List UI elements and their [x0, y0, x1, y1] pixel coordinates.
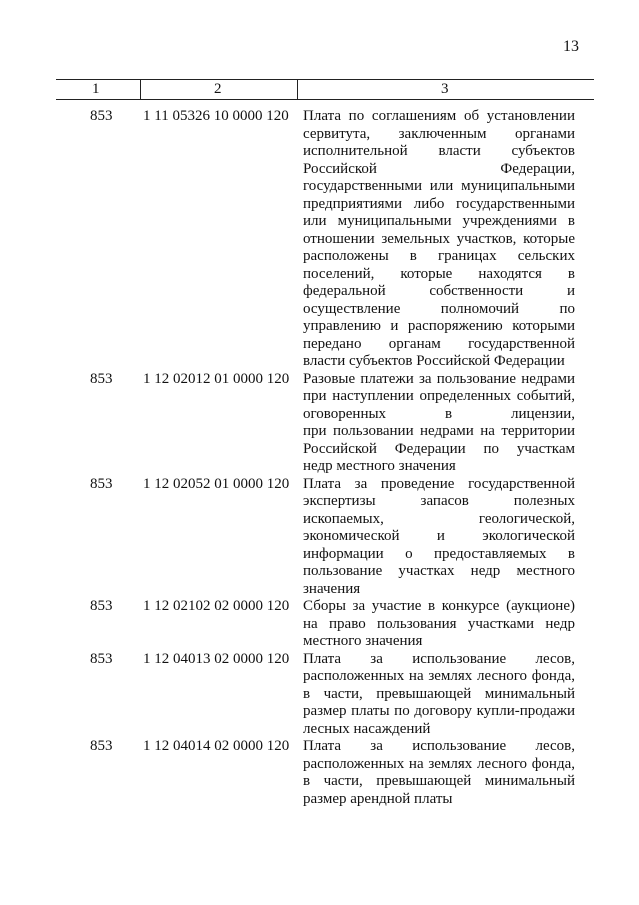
description-line: информации о предоставляемых в	[303, 545, 575, 562]
header-top-border	[56, 79, 594, 80]
description-line: Плата за использование лесов,	[303, 650, 575, 667]
budget-classification-code: 1 11 05326 10 0000 120	[143, 108, 289, 124]
income-description	[303, 598, 575, 651]
page-number: 13	[563, 38, 579, 55]
description-line: оговоренных в лицензии,	[303, 405, 575, 422]
description-line: осуществление полномочий по	[303, 300, 575, 317]
description-line: на право пользования участками недр	[303, 615, 575, 632]
description-line: размер арендной платы	[303, 790, 453, 807]
income-description	[303, 371, 575, 476]
description-line: лесных насаждений	[303, 720, 431, 737]
description-line: Сборы за участие в конкурсе (аукционе)	[303, 598, 575, 614]
budget-classification-code: 1 12 02012 01 0000 120	[143, 370, 290, 387]
header-col-3: 3	[441, 81, 449, 97]
description-line: Российской Федерации по участкам	[303, 440, 575, 457]
description-line: расположенных на землях лесного фонда,	[303, 668, 575, 684]
description-line: власти субъектов Российской Федерации	[303, 353, 565, 369]
admin-code: 853	[90, 370, 113, 387]
description-line: экспертизы запасов полезных	[303, 493, 575, 509]
budget-classification-code: 1 12 02052 01 0000 120	[143, 475, 290, 492]
description-line: значения	[303, 580, 361, 597]
description-line: при пользовании недрами на территории	[303, 423, 575, 439]
income-description	[303, 476, 575, 599]
description-line: передано органам государственной	[303, 335, 575, 352]
header-separator	[140, 79, 141, 99]
description-line: в части, превышающей минимальный	[303, 685, 575, 702]
description-line: местного значения	[303, 633, 423, 649]
description-line: исполнительной власти субъектов	[303, 143, 575, 159]
admin-code: 853	[90, 738, 113, 754]
description-line: ископаемых, геологической,	[303, 510, 575, 527]
description-line: в части, превышающей минимальный	[303, 773, 575, 789]
description-line: экономической и экологической	[303, 528, 575, 544]
table-header	[56, 79, 594, 99]
header-separator	[297, 79, 298, 99]
description-line: государственными или муниципальными	[303, 178, 575, 194]
header-col-2: 2	[214, 81, 222, 97]
budget-classification-code: 1 12 04013 02 0000 120	[143, 650, 290, 667]
description-line: пользование участках недр местного	[303, 563, 575, 579]
income-description	[303, 651, 575, 739]
description-line: расположены в границах сельских	[303, 248, 575, 264]
description-line: Российской Федерации,	[303, 160, 575, 177]
description-line: Плата за проведение государственной	[303, 475, 575, 492]
description-line: сервитута, заключенным органами	[303, 125, 575, 142]
description-line: управлению и распоряжению которыми	[303, 318, 575, 334]
admin-code: 853	[90, 598, 113, 614]
admin-code: 853	[90, 650, 113, 667]
description-line: отношении земельных участков, которые	[303, 230, 575, 247]
description-line: размер платы по договору купли-продажи	[303, 703, 575, 719]
budget-classification-code: 1 12 04014 02 0000 120	[143, 738, 290, 754]
header-bottom-border	[56, 99, 594, 100]
header-col-1: 1	[92, 81, 100, 97]
description-line: поселений, которые находятся в	[303, 265, 575, 282]
description-line: или муниципальными учреждениями в	[303, 213, 575, 229]
description-line: при наступлении определенных событий,	[303, 388, 575, 404]
description-line: Плата за использование лесов,	[303, 738, 575, 754]
description-line: Разовые платежи за пользование недрами	[303, 370, 575, 387]
description-line: федеральной собственности и	[303, 283, 575, 299]
income-description	[303, 108, 575, 371]
description-line: Плата по соглашениям об установлении	[303, 108, 575, 124]
description-line: недр местного значения	[303, 458, 456, 474]
description-line: предприятиями либо государственными	[303, 195, 575, 212]
description-line: расположенных на землях лесного фонда,	[303, 755, 575, 772]
budget-classification-code: 1 12 02102 02 0000 120	[143, 598, 290, 614]
admin-code: 853	[90, 475, 113, 492]
admin-code: 853	[90, 108, 113, 124]
income-description	[303, 738, 575, 808]
